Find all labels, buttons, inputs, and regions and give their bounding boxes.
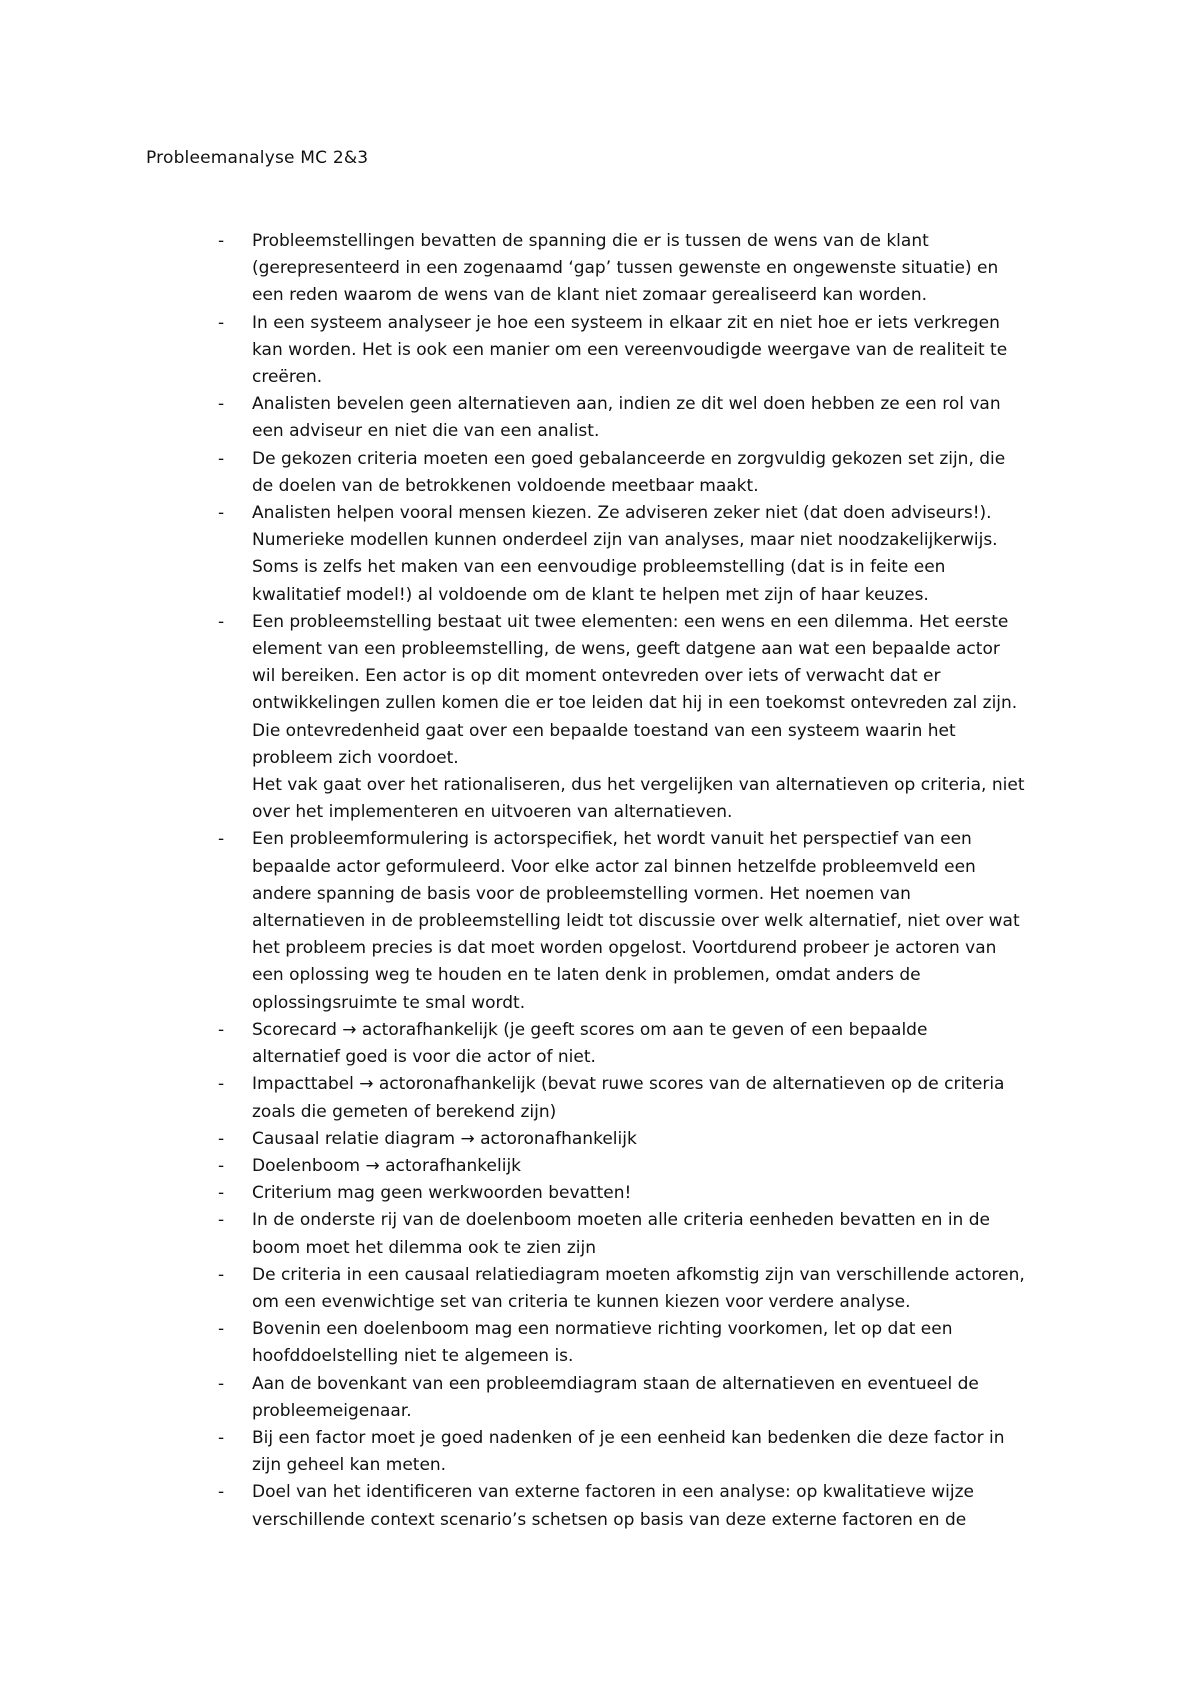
list-item-text: Probleemstellingen bevatten de spanning die er is tussen de wens van de klant (gerepresenteerd in een zogenaamd ‘gap’ tussen gewenste en ongewenste situatie) en een reden waarom de wens van de klant niet zomaar gerealiseerd kan worden.	[252, 231, 999, 306]
list-item-text: Bovenin een doelenboom mag een normatieve richting voorkomen, let op dat een hoofddoelstelling niet te algemeen is.	[252, 1319, 953, 1367]
bullet-marker: -	[218, 394, 225, 415]
bullet-marker: -	[218, 1074, 225, 1095]
bullet-marker: -	[218, 1482, 225, 1503]
bullet-marker: -	[218, 448, 225, 469]
list-item-text: Impacttabel → actoronafhankelijk (bevat ruwe scores van de alternatieven op de criteria zoals die gemeten of berekend zijn)	[252, 1074, 1005, 1122]
list-item-text: Aan de bovenkant van een probleemdiagram staan de alternatieven en eventueel de probleemeigenaar.	[252, 1373, 979, 1421]
bullet-marker: -	[218, 312, 225, 333]
bullet-marker: -	[218, 1373, 225, 1394]
bullet-marker: -	[218, 1210, 225, 1231]
list-item-text: Doelenboom → actorafhankelijk	[252, 1155, 522, 1176]
list-item	[0, 500, 1200, 609]
list-item	[0, 1180, 1200, 1207]
bullet-marker: -	[218, 1183, 225, 1204]
list-item-text: De gekozen criteria moeten een goed gebalanceerde en zorgvuldig gekozen set zijn, die de doelen van de betrokkenen voldoende meetbaar maakt.	[252, 448, 1006, 496]
bullet-list	[0, 228, 1200, 1534]
list-item-text: Een probleemstelling bestaat uit twee elementen: een wens en een dilemma. Het eerste element van een probleemstelling, de wens, geeft datgene aan wat een bepaalde actor wil bereiken. Een actor is op dit moment ontevreden over iets of verwacht dat er ontwikkelingen zullen komen die er toe leiden dat hij in een toekomst ontevreden zal zijn. Die ontevredenheid gaat over een bepaalde toestand van een systeem waarin het probleem zich voordoet. Het vak gaat over het rationaliseren, dus het vergelijken van alternatieven op criteria, niet over het implementeren en uitvoeren van alternatieven.	[252, 611, 1025, 823]
list-item	[0, 1071, 1200, 1125]
list-item-text: In de onderste rij van de doelenboom moeten alle criteria eenheden bevatten en in de boom moet het dilemma ook te zien zijn	[252, 1210, 990, 1258]
list-item-text: Doel van het identificeren van externe factoren in een analyse: op kwalitatieve wijze verschillende context scenario’s schetsen op basis van deze externe factoren en de	[252, 1482, 974, 1530]
bullet-marker: -	[218, 503, 225, 524]
list-item	[0, 1262, 1200, 1316]
list-item	[0, 1126, 1200, 1153]
list-item-text: In een systeem analyseer je hoe een systeem in elkaar zit en niet hoe er iets verkregen kan worden. Het is ook een manier om een vereenvoudigde weergave van de realiteit te creëren.	[252, 312, 1008, 388]
list-item-text: Criterium mag geen werkwoorden bevatten!	[252, 1183, 632, 1204]
list-item	[0, 1316, 1200, 1370]
bullet-marker: -	[218, 611, 225, 632]
list-item-text: De criteria in een causaal relatiediagram moeten afkomstig zijn van verschillende actoren, om een evenwichtige set van criteria te kunnen kiezen voor verdere analyse.	[252, 1264, 1025, 1312]
bullet-marker: -	[218, 1264, 225, 1285]
list-item-text: Analisten bevelen geen alternatieven aan, indien ze dit wel doen hebben ze een rol van een adviseur en niet die van een analist.	[252, 394, 1001, 442]
list-item	[0, 310, 1200, 392]
list-item-text: Een probleemformulering is actorspecifiek, het wordt vanuit het perspectief van een bepaalde actor geformuleerd. Voor elke actor zal binnen hetzelfde probleemveld een andere spanning de basis voor de probleemstelling vormen. Het noemen van alternatieven in de probleemstelling leidt tot discussie over welk alternatief, niet over wat het probleem precies is dat moet worden opgelost. Voortdurend probeer je actoren van een oplossing weg te houden en te laten denk in problemen, omdat anders de oplossingsruimte te smal wordt.	[252, 829, 1020, 1013]
list-item	[0, 1017, 1200, 1071]
list-item-text: Analisten helpen vooral mensen kiezen. Ze adviseren zeker niet (dat doen adviseurs!). Numerieke modellen kunnen onderdeel zijn van analyses, maar niet noodzakelijkerwijs. Soms is zelfs het maken van een eenvoudige probleemstelling (dat is in feite een kwalitatief model!) al voldoende om de klant te helpen met zijn of haar keuzes.	[252, 503, 998, 605]
list-item	[0, 1207, 1200, 1261]
list-item	[0, 609, 1200, 827]
list-item	[0, 228, 1200, 310]
list-item	[0, 1153, 1200, 1180]
bullet-marker: -	[218, 1019, 225, 1040]
list-item-text: Scorecard → actorafhankelijk (je geeft scores om aan te geven of een bepaalde alternatief goed is voor die actor of niet.	[252, 1019, 928, 1068]
list-item	[0, 1425, 1200, 1479]
bullet-marker: -	[218, 1155, 225, 1176]
list-item	[0, 1371, 1200, 1425]
bullet-marker: -	[218, 1128, 225, 1149]
list-item	[0, 446, 1200, 500]
bullet-marker: -	[218, 231, 225, 251]
bullet-marker: -	[218, 829, 225, 850]
list-item-text: Bij een factor moet je goed nadenken of je een eenheid kan bedenken die deze factor in zijn geheel kan meten.	[252, 1427, 1005, 1476]
list-item	[0, 391, 1200, 445]
bullet-marker: -	[218, 1427, 225, 1448]
bullet-marker: -	[218, 1319, 225, 1340]
list-item	[0, 826, 1200, 1016]
list-item-text: Causaal relatie diagram → actoronafhankelijk	[252, 1128, 637, 1149]
document-title: Probleemanalyse MC 2&3	[146, 148, 369, 168]
list-item	[0, 1479, 1200, 1533]
